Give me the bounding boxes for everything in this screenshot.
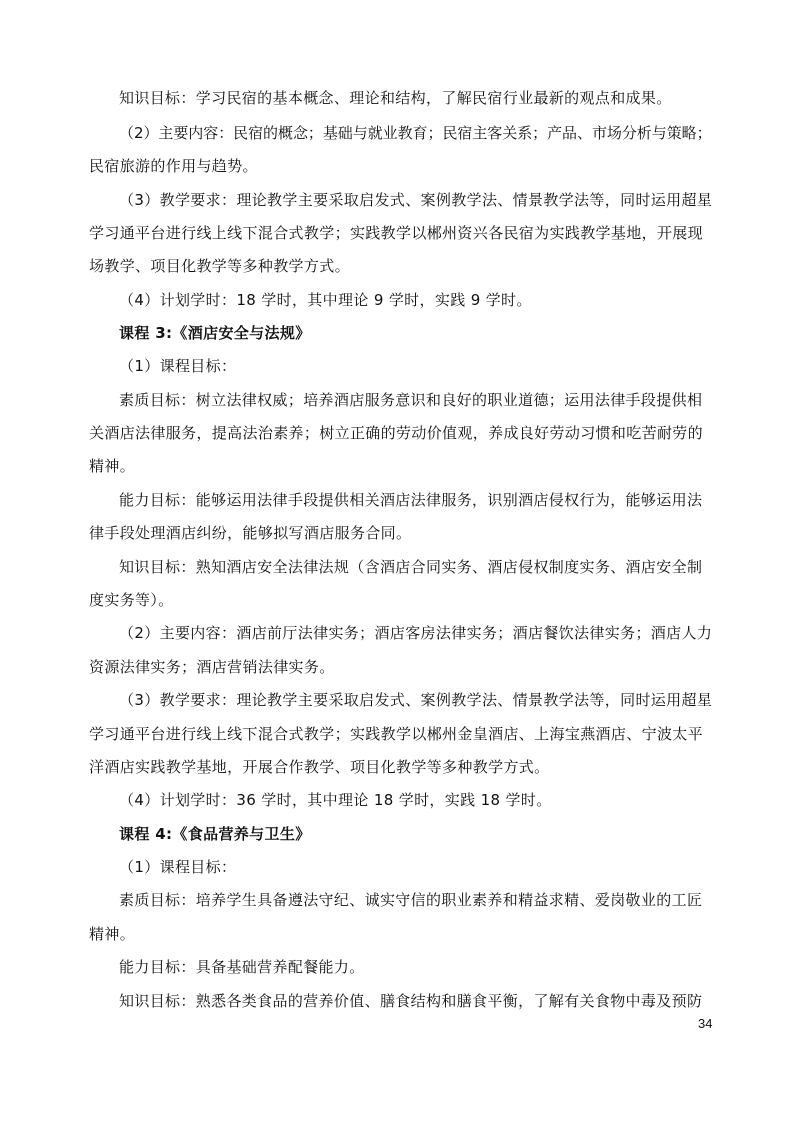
text-line: 学习通平台进行线上线下混合式教学；实践教学以郴州资兴各民宿为实践教学基地，开展现 <box>89 224 704 242</box>
text-line: 学习通平台进行线上线下混合式教学；实践教学以郴州金皇酒店、上海宝燕酒店、宁波太平 <box>89 725 704 743</box>
text-line: （2）主要内容：酒店前厅法律实务；酒店客房法律实务；酒店餐饮法律实务；酒店人力 <box>119 624 713 642</box>
text-line: 关酒店法律服务，提高法治素养；树立正确的劳动价值观，养成良好劳动习惯和吃苦耐劳的 <box>89 424 704 442</box>
text-line: 素质目标：树立法律权威；培养酒店服务意识和良好的职业道德；运用法律手段提供相 <box>119 391 703 409</box>
course-3-heading: 课程 3:《酒店安全与法规》 <box>119 324 311 342</box>
text-line: 知识目标：熟知酒店安全法律法规（含酒店合同实务、酒店侵权制度实务、酒店安全制 <box>119 558 703 576</box>
text-line: 知识目标：熟悉各类食品的营养价值、膳食结构和膳食平衡，了解有关食物中毒及预防 <box>119 992 703 1010</box>
text-line: 素质目标：培养学生具备遵法守纪、诚实守信的职业素养和精益求精、爱岗敬业的工匠 <box>119 891 703 909</box>
text-line: （3）教学要求：理论教学主要采取启发式、案例教学法、情景教学法等，同时运用超星 <box>119 191 713 209</box>
text-line: （3）教学要求：理论教学主要采取启发式、案例教学法、情景教学法等，同时运用超星 <box>119 691 713 709</box>
text-line: （4）计划学时：36 学时，其中理论 18 学时，实践 18 学时。 <box>119 791 552 809</box>
page-number: 34 <box>698 1016 713 1031</box>
text-line: 洋酒店实践教学基地，开展合作教学、项目化教学等多种教学方式。 <box>89 758 550 776</box>
text-line: 精神。 <box>89 925 136 943</box>
text-line: 度实务等）。 <box>89 591 174 609</box>
text-line: 能力目标：能够运用法律手段提供相关酒店法律服务，识别酒店侵权行为，能够运用法 <box>119 491 703 509</box>
text-line: （1）课程目标： <box>119 357 237 375</box>
text-line: 律手段处理酒店纠纷，能够拟写酒店服务合同。 <box>89 524 412 542</box>
text-line: （1）课程目标： <box>119 858 237 876</box>
course-4-heading: 课程 4:《食品营养与卫生》 <box>119 825 311 843</box>
text-line: （4）计划学时：18 学时，其中理论 9 学时，实践 9 学时。 <box>119 291 532 309</box>
text-line: 资源法律实务；酒店营销法律实务。 <box>89 658 335 676</box>
text-line: （2）主要内容：民宿的概念；基础与就业教育；民宿主客关系；产品、市场分析与策略； <box>119 124 712 142</box>
text-line: 精神。 <box>89 457 136 475</box>
text-line: 知识目标：学习民宿的基本概念、理论和结构，了解民宿行业最新的观点和成果。 <box>119 89 672 107</box>
text-line: 民宿旅游的作用与趋势。 <box>89 157 258 175</box>
text-line: 场教学、项目化教学等多种教学方式。 <box>89 257 350 275</box>
text-line: 能力目标：具备基础营养配餐能力。 <box>119 958 365 976</box>
